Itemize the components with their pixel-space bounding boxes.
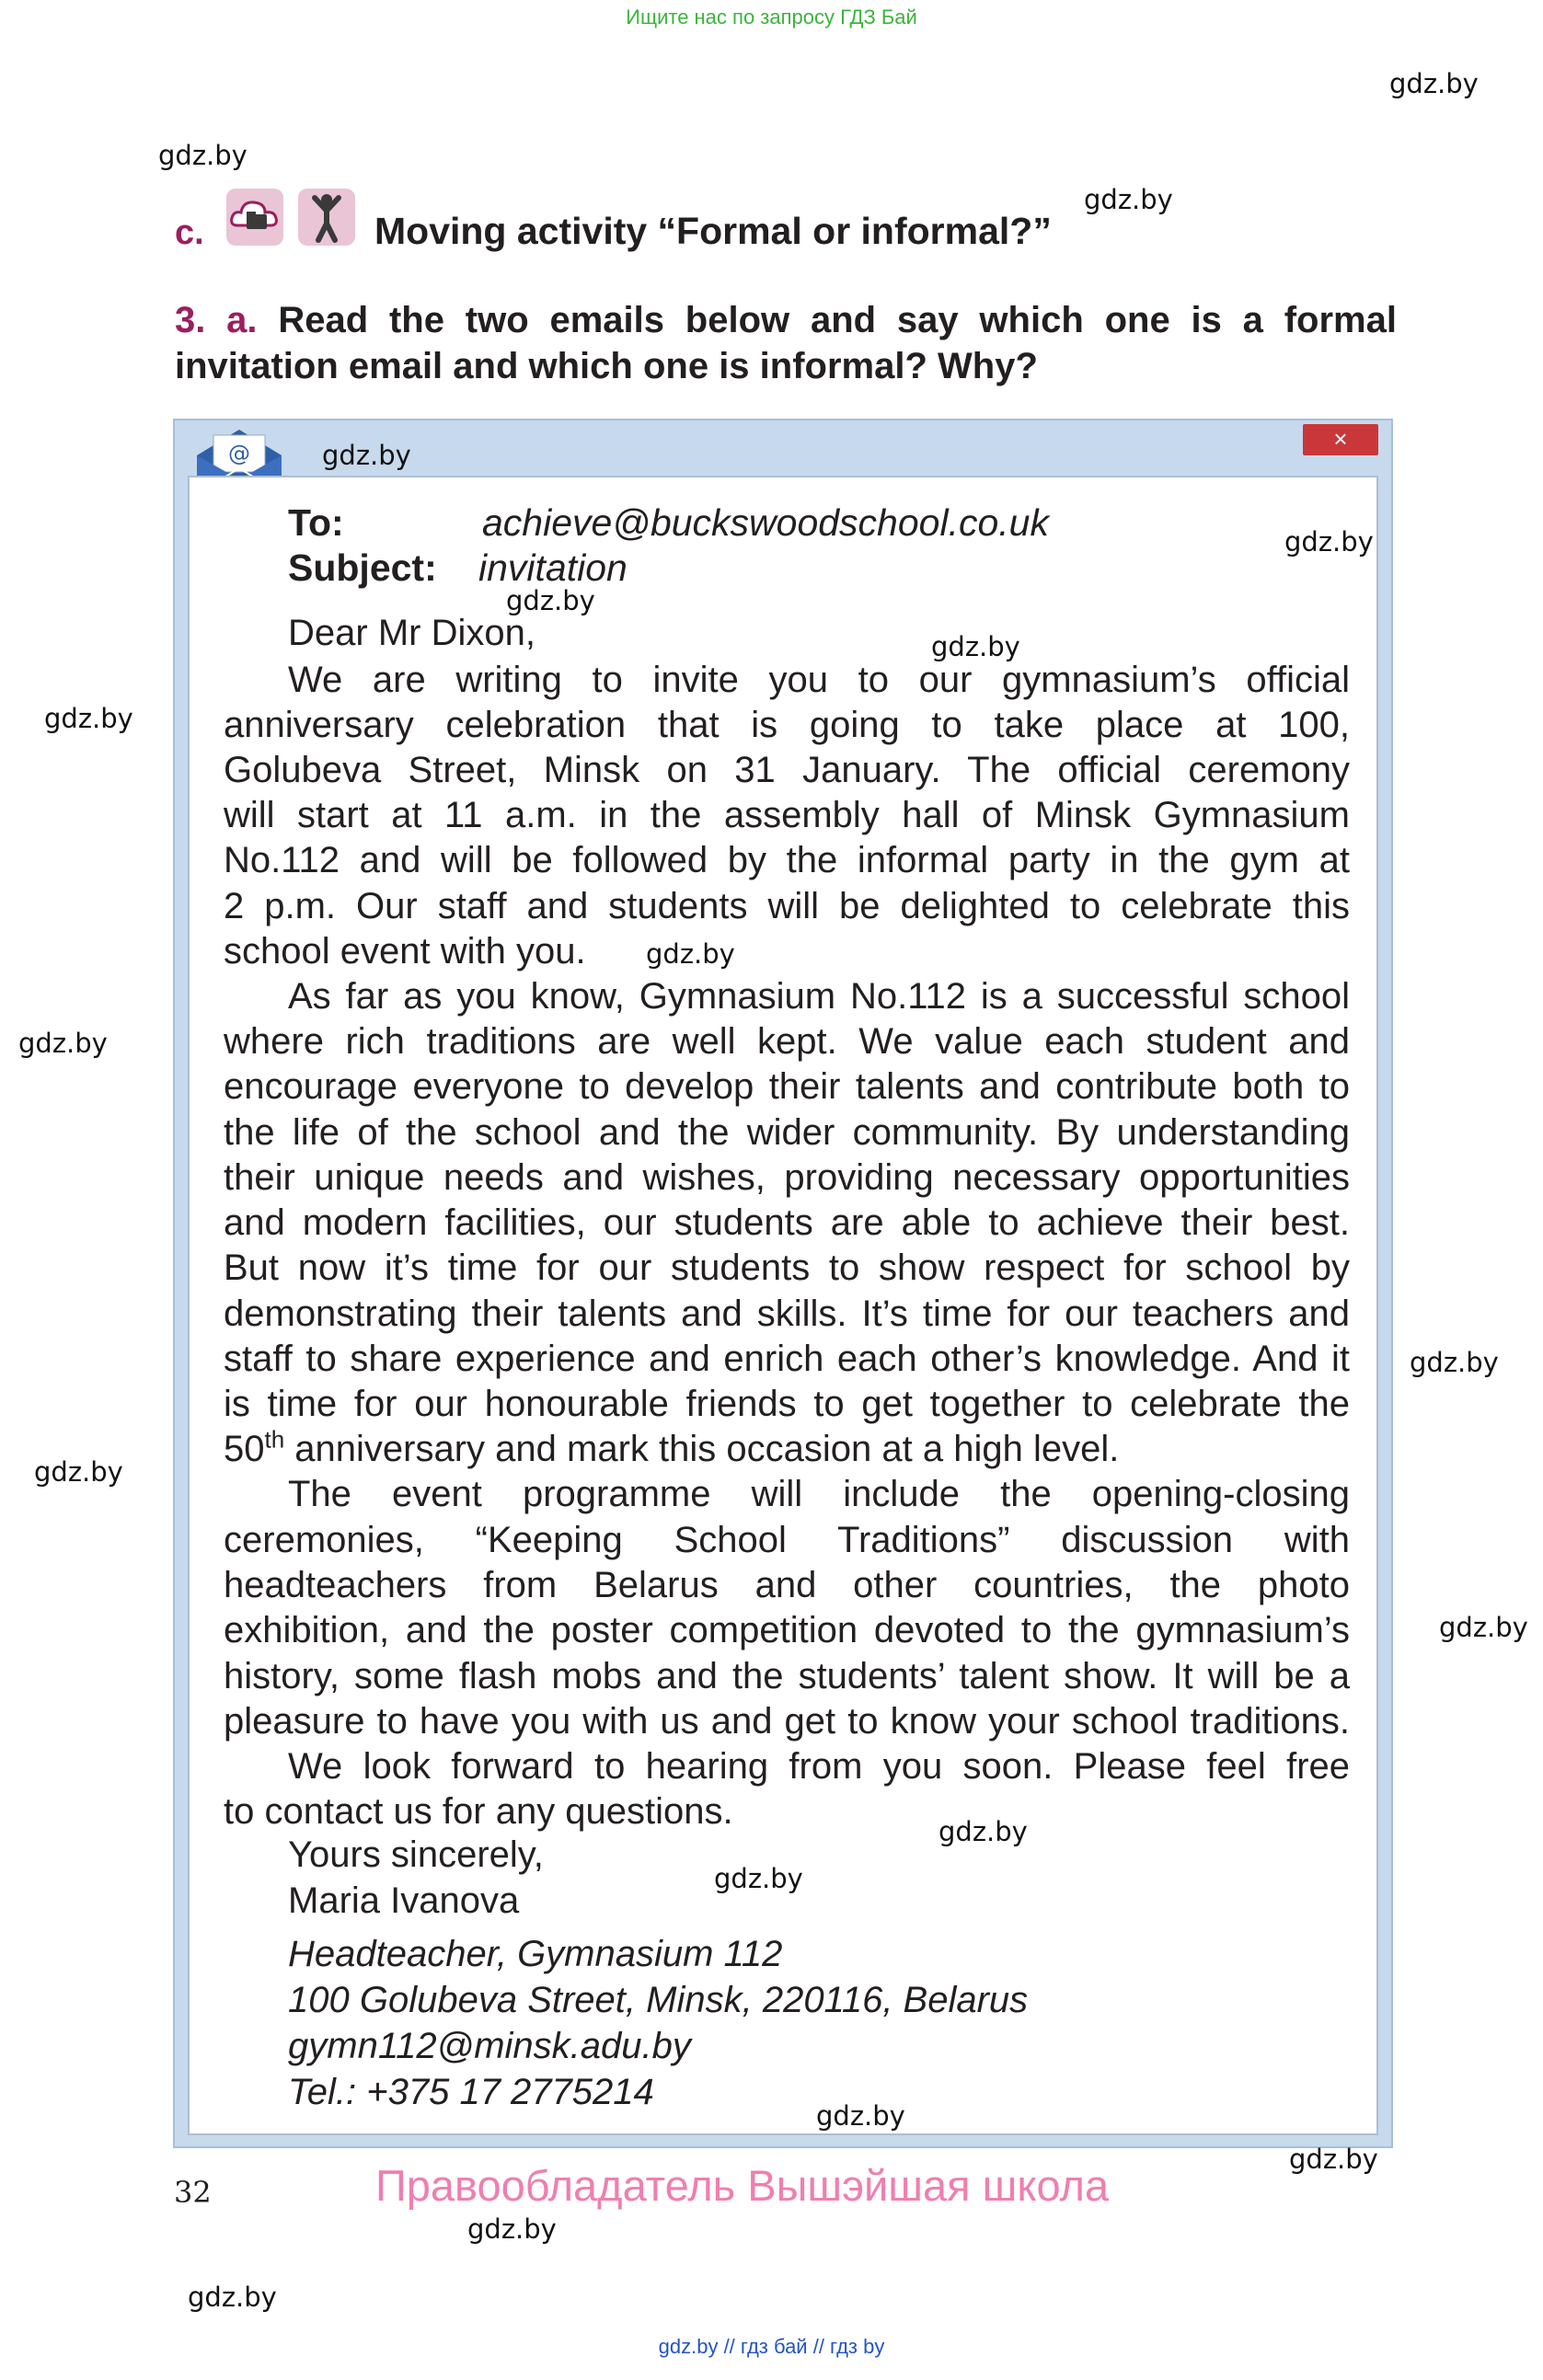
page-number: 32 (174, 2175, 212, 2210)
task-c-letter: c. (175, 213, 204, 252)
paragraph-2-line: where rich traditions are well kept. We value each student and (224, 1021, 1350, 1062)
watermark: gdz.by (1439, 1612, 1528, 1643)
to-label: To: (288, 501, 344, 544)
subject-label: Subject: (288, 546, 437, 589)
watermark: gdz.by (1084, 184, 1173, 215)
sender-name: Maria Ivanova (288, 1880, 520, 1921)
paragraph-1-line: 2 p.m. Our staff and students will be delighted to celebrate this (224, 886, 1350, 926)
paragraph-2-line: 50th anniversary and mark this occasion at a high level. (224, 1425, 1120, 1469)
paragraph-2-line: encourage everyone to develop their talents and contribute both to (224, 1066, 1350, 1107)
footer-links[interactable]: gdz.by // гдз бай // гдз by (658, 2335, 885, 2358)
watermark: gdz.by (44, 703, 133, 734)
watermark: gdz.by (1289, 2144, 1378, 2175)
paragraph-3-line: pleasure to have you with us and get to know your school traditions. (224, 1701, 1350, 1742)
paragraph-1-line: school event with you. (224, 931, 586, 972)
signature-line: gymn112@minsk.adu.by (288, 2026, 691, 2066)
signature-line: Tel.: +375 17 2775214 (288, 2072, 654, 2112)
watermark: gdz.by (1284, 526, 1374, 558)
task-3-instruction (175, 297, 1397, 389)
cloud-folder-icon (226, 189, 283, 246)
rights-holder: Правообладатель Вышэйшая школа (375, 2161, 1110, 2210)
watermark: gdz.by (1410, 1347, 1499, 1378)
signature-line: Headteacher, Gymnasium 112 (288, 1934, 783, 1974)
svg-text:@: @ (228, 441, 250, 466)
watermark: gdz.by (322, 440, 411, 471)
person-moving-icon (298, 189, 355, 246)
signature-line: 100 Golubeva Street, Minsk, 220116, Belarus (288, 1980, 1029, 2020)
watermark: gdz.by (158, 140, 248, 171)
to-value: achieve@buckswoodschool.co.uk (482, 501, 1049, 544)
watermark: gdz.by (467, 2213, 557, 2245)
watermark: gdz.by (931, 631, 1020, 662)
paragraph-1-line: anniversary celebration that is going to take place at 100, (224, 705, 1350, 745)
watermark: gdz.by (18, 1028, 108, 1059)
watermark: gdz.by (34, 1456, 123, 1488)
closing: Yours sincerely, (288, 1834, 544, 1875)
paragraph-3-line: ceremonies, “Keeping School Traditions” discussion with (224, 1520, 1350, 1560)
watermark: gdz.by (188, 2282, 277, 2313)
paragraph-1-line: No.112 and will be followed by the informal party in the gym at (224, 840, 1350, 880)
paragraph-2-line: But now it’s time for our students to show respect for school by (224, 1247, 1350, 1288)
paragraph-2-line: and modern facilities, our students are able to achieve their best. (224, 1202, 1350, 1243)
paragraph-3-line: The event programme will include the opening-closing (288, 1474, 1350, 1514)
paragraph-3-line: history, some flash mobs and the students’ talent show. It will be a (224, 1656, 1350, 1696)
paragraph-2-line: As far as you know, Gymnasium No.112 is a successful school (288, 976, 1350, 1017)
watermark: gdz.by (816, 2100, 905, 2132)
paragraph-2-line: is time for our honourable friends to get together to celebrate the (224, 1384, 1350, 1424)
paragraph-4-line: to contact us for any questions. (224, 1791, 733, 1832)
task-text: Read the two emails below and say which one is a formal invitation email and which one is informal? Why? (175, 300, 1397, 386)
paragraph-1-line: will start at 11 a.m. in the assembly hall of Minsk Gymnasium (224, 795, 1350, 835)
watermark: gdz.by (714, 1863, 803, 1894)
paragraph-3-line: headteachers from Belarus and other countries, the photo (224, 1565, 1350, 1605)
paragraph-2-line: staff to share experience and enrich each other’s knowledge. And it (224, 1339, 1350, 1379)
paragraph-2-line: the life of the school and the wider community. By understanding (224, 1112, 1350, 1153)
paragraph-1-line: We are writing to invite you to our gymnasium’s official (288, 660, 1350, 700)
top-banner: Ищите нас по запросу ГДЗ Бай (626, 6, 917, 29)
watermark: gdz.by (1389, 68, 1479, 99)
watermark: gdz.by (938, 1816, 1028, 1847)
paragraph-2-line: demonstrating their talents and skills. It’s time for our teachers and (224, 1293, 1350, 1334)
task-c-title: Moving activity “Formal or informal?” (374, 210, 1052, 252)
close-button[interactable]: × (1303, 424, 1378, 455)
paragraph-2-line: their unique needs and wishes, providing necessary opportunities (224, 1157, 1350, 1198)
task-number: 3. a. (175, 300, 258, 340)
subject-value: invitation (478, 546, 628, 589)
paragraph-3-line: exhibition, and the poster competition devoted to the gymnasium’s (224, 1610, 1350, 1650)
watermark: gdz.by (506, 585, 595, 616)
paragraph-4-line: We look forward to hearing from you soon. Please feel free (288, 1746, 1350, 1787)
greeting: Dear Mr Dixon, (288, 613, 535, 653)
paragraph-1-line: Golubeva Street, Minsk on 31 January. The official ceremony (224, 750, 1350, 790)
watermark: gdz.by (646, 938, 735, 970)
